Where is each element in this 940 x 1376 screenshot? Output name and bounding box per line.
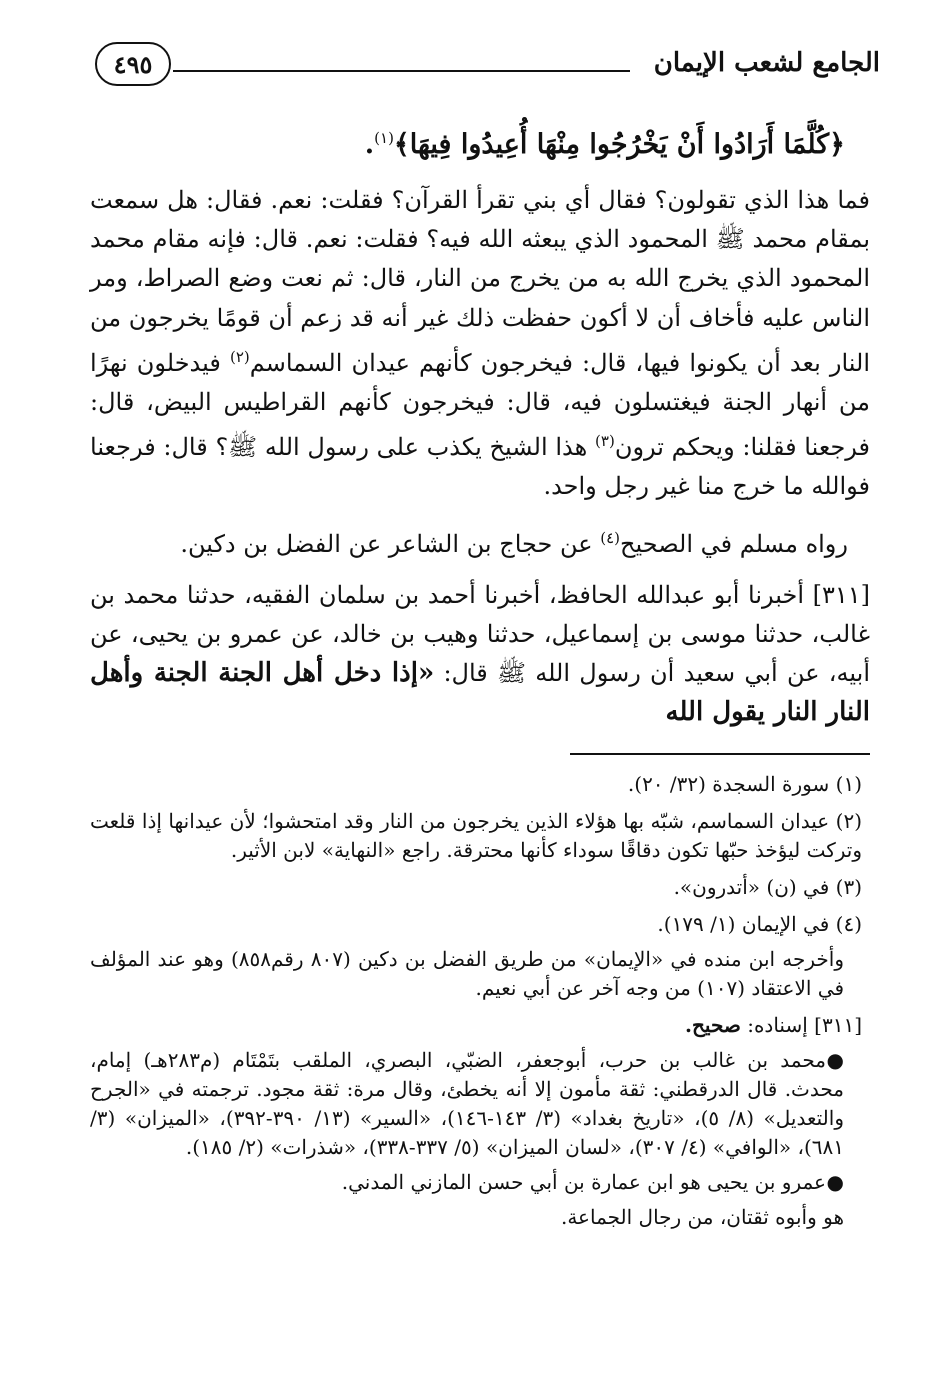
isnad-grading [90, 1011, 862, 1040]
footnote-2: (٢) عيدان السماسم، شبّه بها هؤلاء الذين يخرجون من النار وقد امتحشوا؛ لأن عيدانها إذا قلعت وتركت ليؤخذ حبّها تكون دقاقًا سوداء كأنها محترقة. راجع «النهاية» لابن الأثير. [90, 809, 862, 862]
page-header [95, 40, 880, 88]
footnotes [90, 770, 862, 1240]
main-text [90, 114, 870, 733]
footnote-3: (٣) في (ن) «أتدرون». [673, 875, 862, 899]
narrator-entry-1 [90, 1046, 844, 1162]
paragraph-1-text-c: هذا الشيخ يكذب على رسول الله ﷺ؟ قال: فرجعنا فوالله ما خرج منا غير رجل واحد. [90, 433, 870, 501]
bullet-icon: ● [826, 1170, 844, 1194]
footnote-separator [570, 753, 870, 755]
narrator-entry-2-text: عمرو بن يحيى هو ابن عمارة بن أبي حسن المازني المدني. [341, 1170, 826, 1194]
isnad-grade: صحيح. [685, 1013, 741, 1037]
page-number-badge: ٤٩٥ [95, 42, 171, 86]
footnote-4-extra: وأخرجه ابن منده في «الإيمان» من طريق الفضل بن دكين (٨٠٧ رقم٨٥٨) وهو عند المؤلف في الاعتقاد (١٠٧) من وجه آخر عن أبي نعيم. [90, 947, 844, 1000]
footnote-4: (٤) في الإيمان (١/ ١٧٩). [657, 912, 862, 936]
footnote-ref-2: (٢) [229, 347, 250, 366]
quran-verse [90, 114, 845, 169]
narrator-entry-1-text: محمد بن غالب بن حرب، أبوجعفر، الضبّي، البصري، الملقب بتَمْتَام (م٢٨٣هـ) إمام، محدث. قال الدرقطني: ثقة مأمون إلا أنه يخطئ، وقال مرة: ثقة مجود. ترجمته في «الجرح والتعديل» (٨/ ٥)، «تاريخ بغداد» (٣/ ١٤٣-١٤٦)، «السير» (١٣/ ٣٩٠-٣٩٢)، «الميزان» (٣/ ٦٨١)، «الوافي» (٤/ ٣٠٧)، «لسان الميزان» (٥/ ٣٣٧-٣٣٨)، «شذرات» (٢/ ١٨٥). [90, 1048, 844, 1159]
narrator-entry-2-continued: هو وأبوه ثقتان، من رجال الجماعة. [560, 1205, 844, 1229]
footnote-1: (١) سورة السجدة (٣٢/ ٢٠). [627, 772, 862, 796]
header-rule [173, 70, 630, 72]
running-title: الجامع لشعب الإيمان [653, 48, 880, 78]
narrator-entry-2 [90, 1168, 844, 1197]
footnote-ref-4: (٤) [600, 528, 620, 547]
isnad-label: [٣١١] إسناده: [740, 1013, 862, 1037]
hadith-311 [90, 576, 870, 733]
narration-note [90, 519, 870, 564]
footnote-ref-3: (٣) [595, 432, 615, 451]
hadith-chain: [٣١١] أخبرنا أبو عبدالله الحافظ، أخبرنا أحمد بن سلمان الفقيه، حدثنا محمد بن غالب، حدثنا موسى بن إسماعيل، حدثنا وهيب بن خالد، عن عمرو بن يحيى، عن أبيه، عن أبي سعيد أن رسول الله ﷺ قال: [90, 580, 871, 688]
narration-text-a: رواه مسلم في الصحيح [620, 529, 848, 558]
paragraph-1-text-a: فما هذا الذي تقولون؟ فقال أي بني تقرأ القرآن؟ فقلت: نعم. فقال: هل سمعت بمقام محمد ﷺ المحمود الذي يبعثه الله فيه؟ فقلت: نعم. قال: فإنه مقام محمد المحمود الذي يخرج الله به من يخرج من النار، قال: ثم نعت وضع الصراط، ومر الناس عليه فأخاف أن لا أكون حفظت ذلك غير أنه قد زعم أن قومًا يخرجون من النار بعد أن يكونوا فيها، قال: فيخرجون كأنهم عيدان السماسم [90, 186, 870, 377]
verse-period: . [364, 129, 375, 160]
paragraph-1-text-b: فيدخلون نهرًا من أنهار الجنة فيغتسلون فيه، قال: فيخرجون كأنهم القراطيس البيض، قال: فرجعنا فقلنا: ويحكم ترون [90, 348, 870, 462]
paragraph-1 [90, 181, 870, 507]
bullet-icon: ● [826, 1048, 844, 1072]
hadith-matn: «إذا دخل أهل الجنة الجنة وأهل النار النار يقول الله [90, 658, 870, 728]
narration-text-b: عن حجاج بن الشاعر عن الفضل بن دكين. [180, 529, 601, 558]
verse-text: ﴿كُلَّمَا أَرَادُوا أَنْ يَخْرُجُوا مِنْهَا أُعِيدُوا فِيهَا﴾ [393, 129, 845, 160]
footnote-ref-1: (١) [374, 129, 394, 147]
